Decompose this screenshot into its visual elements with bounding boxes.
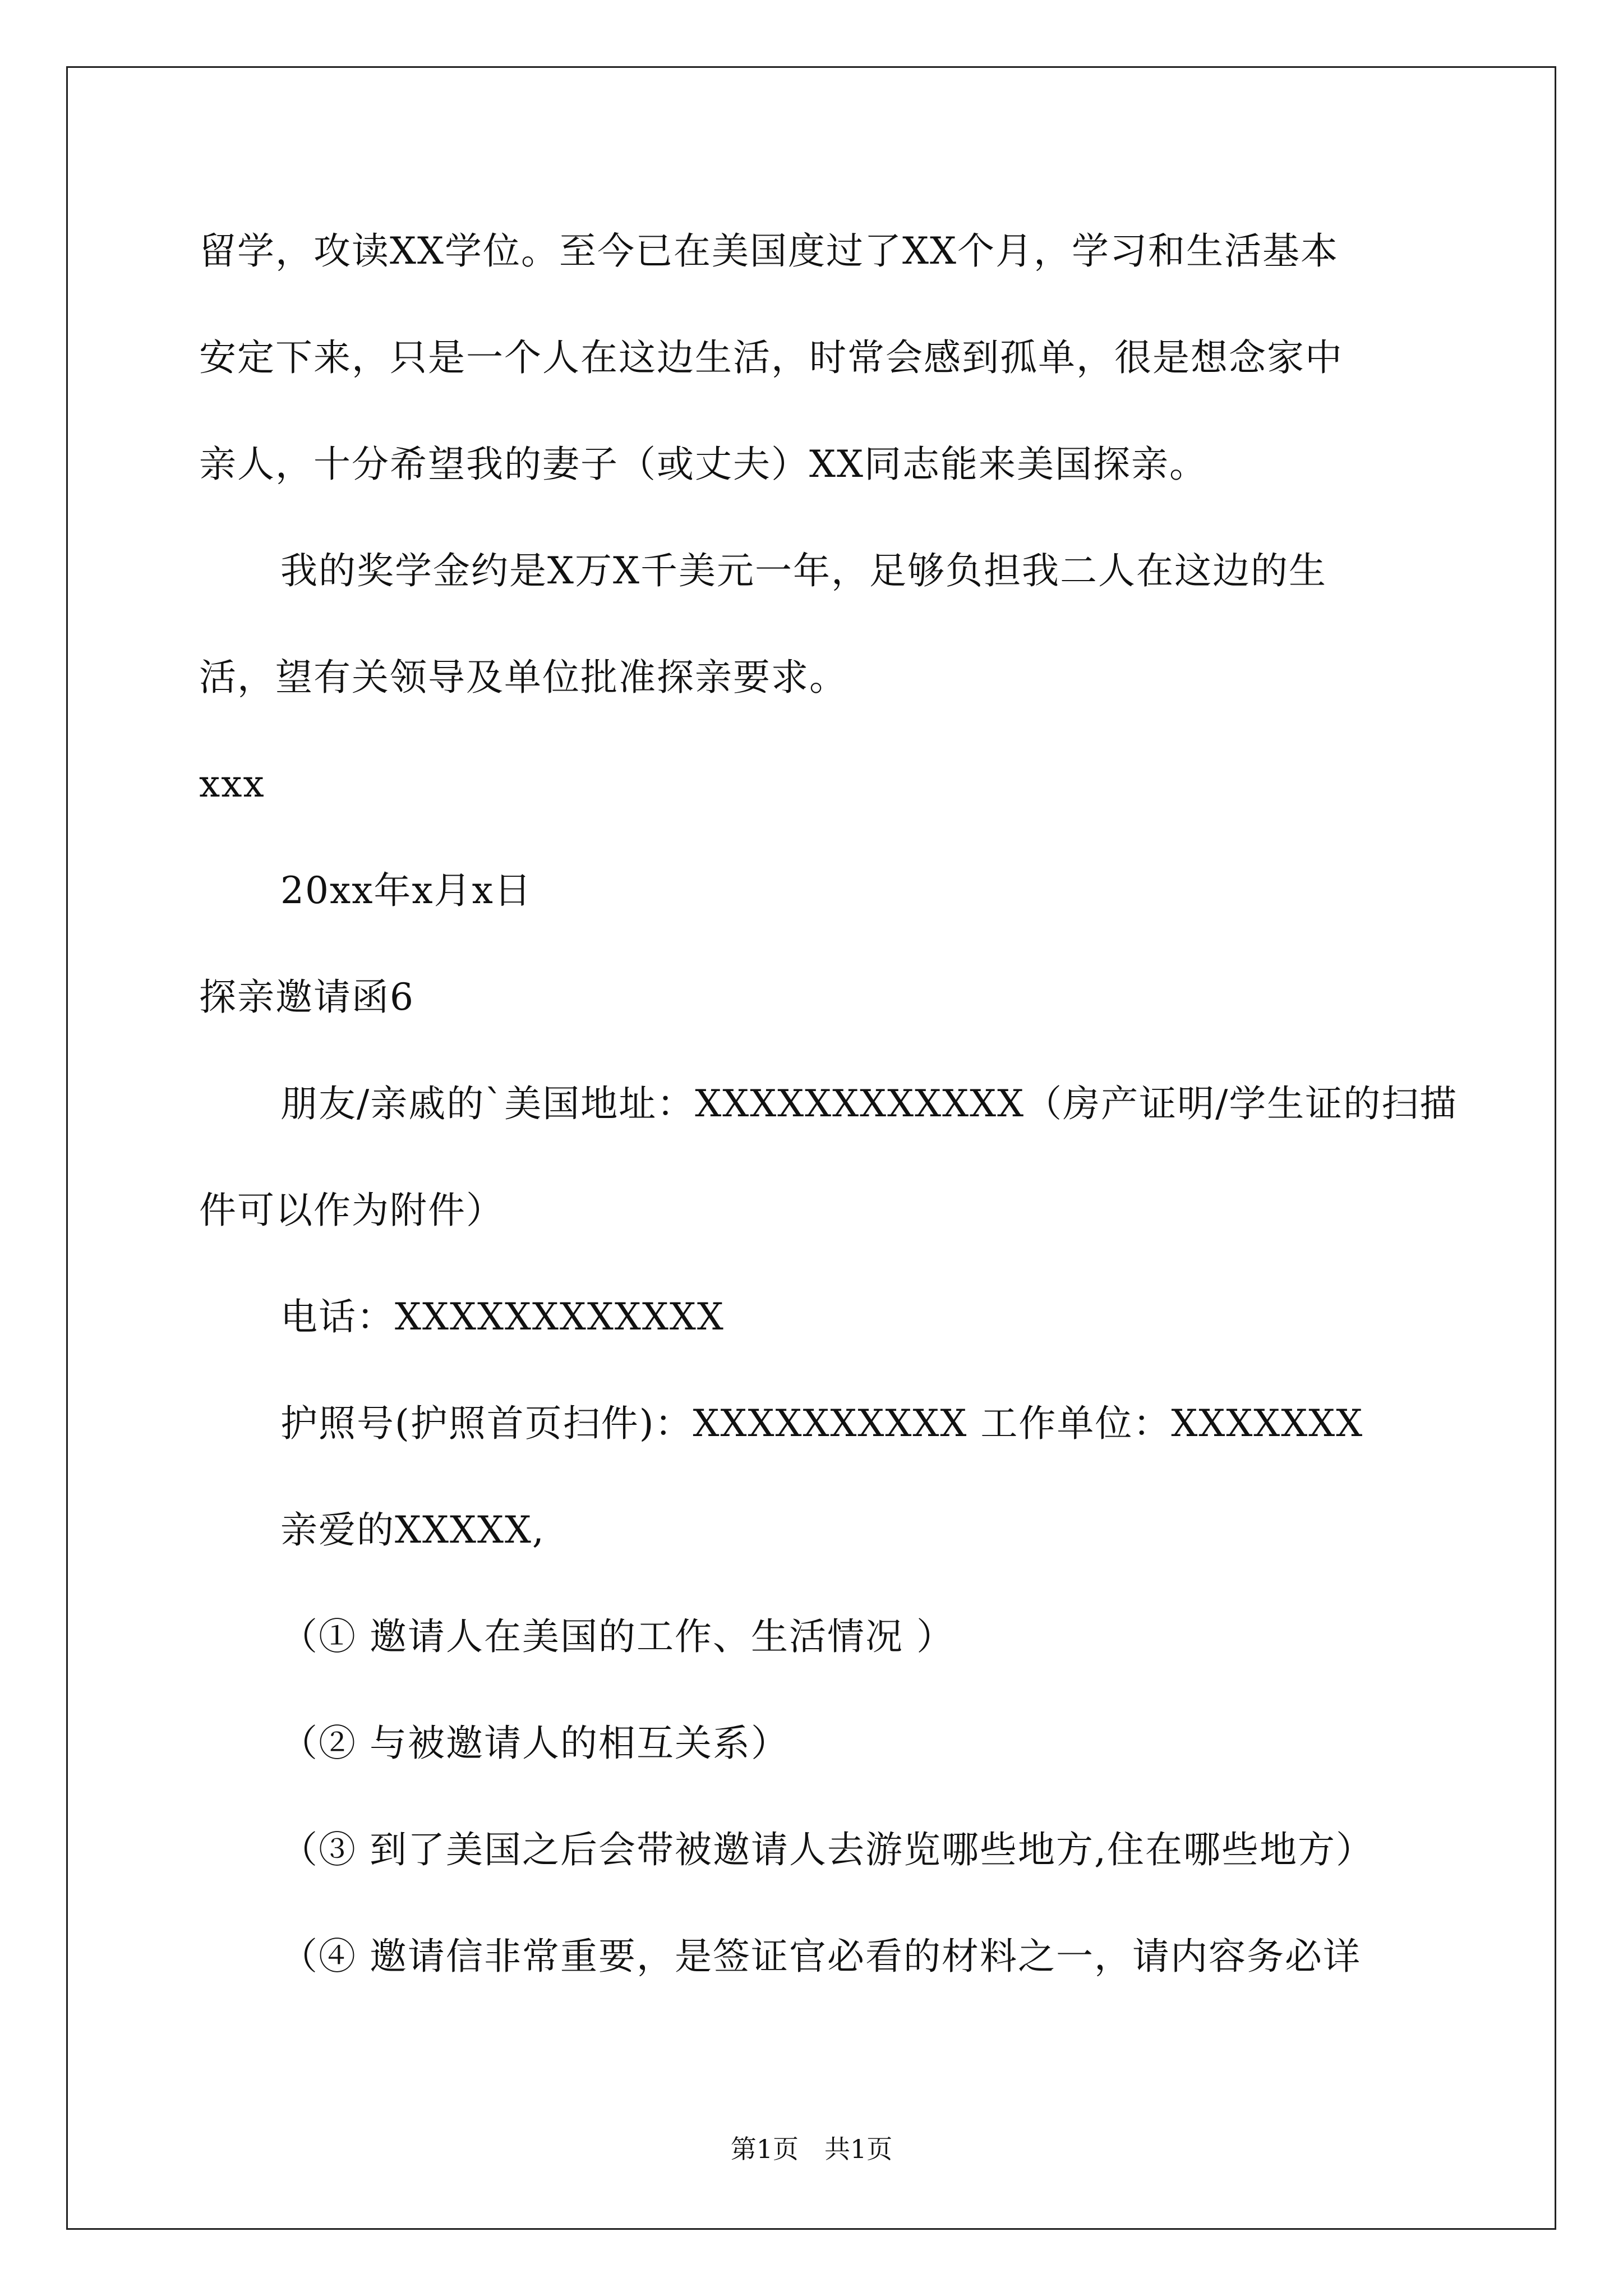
phone-line: 电话：XXXXXXXXXXXX <box>280 1295 725 1338</box>
signature-name: xxx <box>199 762 265 806</box>
body-line-2: 安定下来，只是一个人在这边生活，时常会感到孤单，很是想念家中 <box>199 336 1343 379</box>
address-line-2: 件可以作为附件） <box>199 1189 504 1232</box>
note-item-3: （③ 到了美国之后会带被邀请人去游览哪些地方,住在哪些地方） <box>280 1828 1374 1871</box>
note-item-2: （② 与被邀请人的相互关系） <box>280 1722 789 1765</box>
section-heading: 探亲邀请函6 <box>199 976 414 1019</box>
page-number-footer: 第1页 共1页 <box>730 2134 893 2164</box>
body-line-3: 亲人，十分希望我的妻子（或丈夫）XX同志能来美国探亲。 <box>199 443 1207 486</box>
passport-line: 护照号(护照首页扫件)：XXXXXXXXXX 工作单位：XXXXXXX <box>280 1402 1364 1445</box>
note-item-1: （① 邀请人在美国的工作、生活情况 ） <box>280 1615 955 1658</box>
page-border <box>66 66 1556 2230</box>
body-line-5: 活，望有关领导及单位批准探亲要求。 <box>199 656 847 699</box>
salutation-line: 亲爱的XXXXX, <box>280 1508 545 1552</box>
note-item-4: （④ 邀请信非常重要，是签证官必看的材料之一，请内容务必详 <box>280 1935 1361 1978</box>
signature-date: 20xx年x月x日 <box>280 869 532 912</box>
address-line-1: 朋友/亲戚的`美国地址：XXXXXXXXXXXX（房产证明/学生证的扫描 <box>280 1082 1458 1125</box>
body-line-1: 留学，攻读XX学位。至今已在美国度过了XX个月，学习和生活基本 <box>199 229 1339 273</box>
body-line-4: 我的奖学金约是X万X千美元一年，足够负担我二人在这边的生 <box>280 549 1327 592</box>
